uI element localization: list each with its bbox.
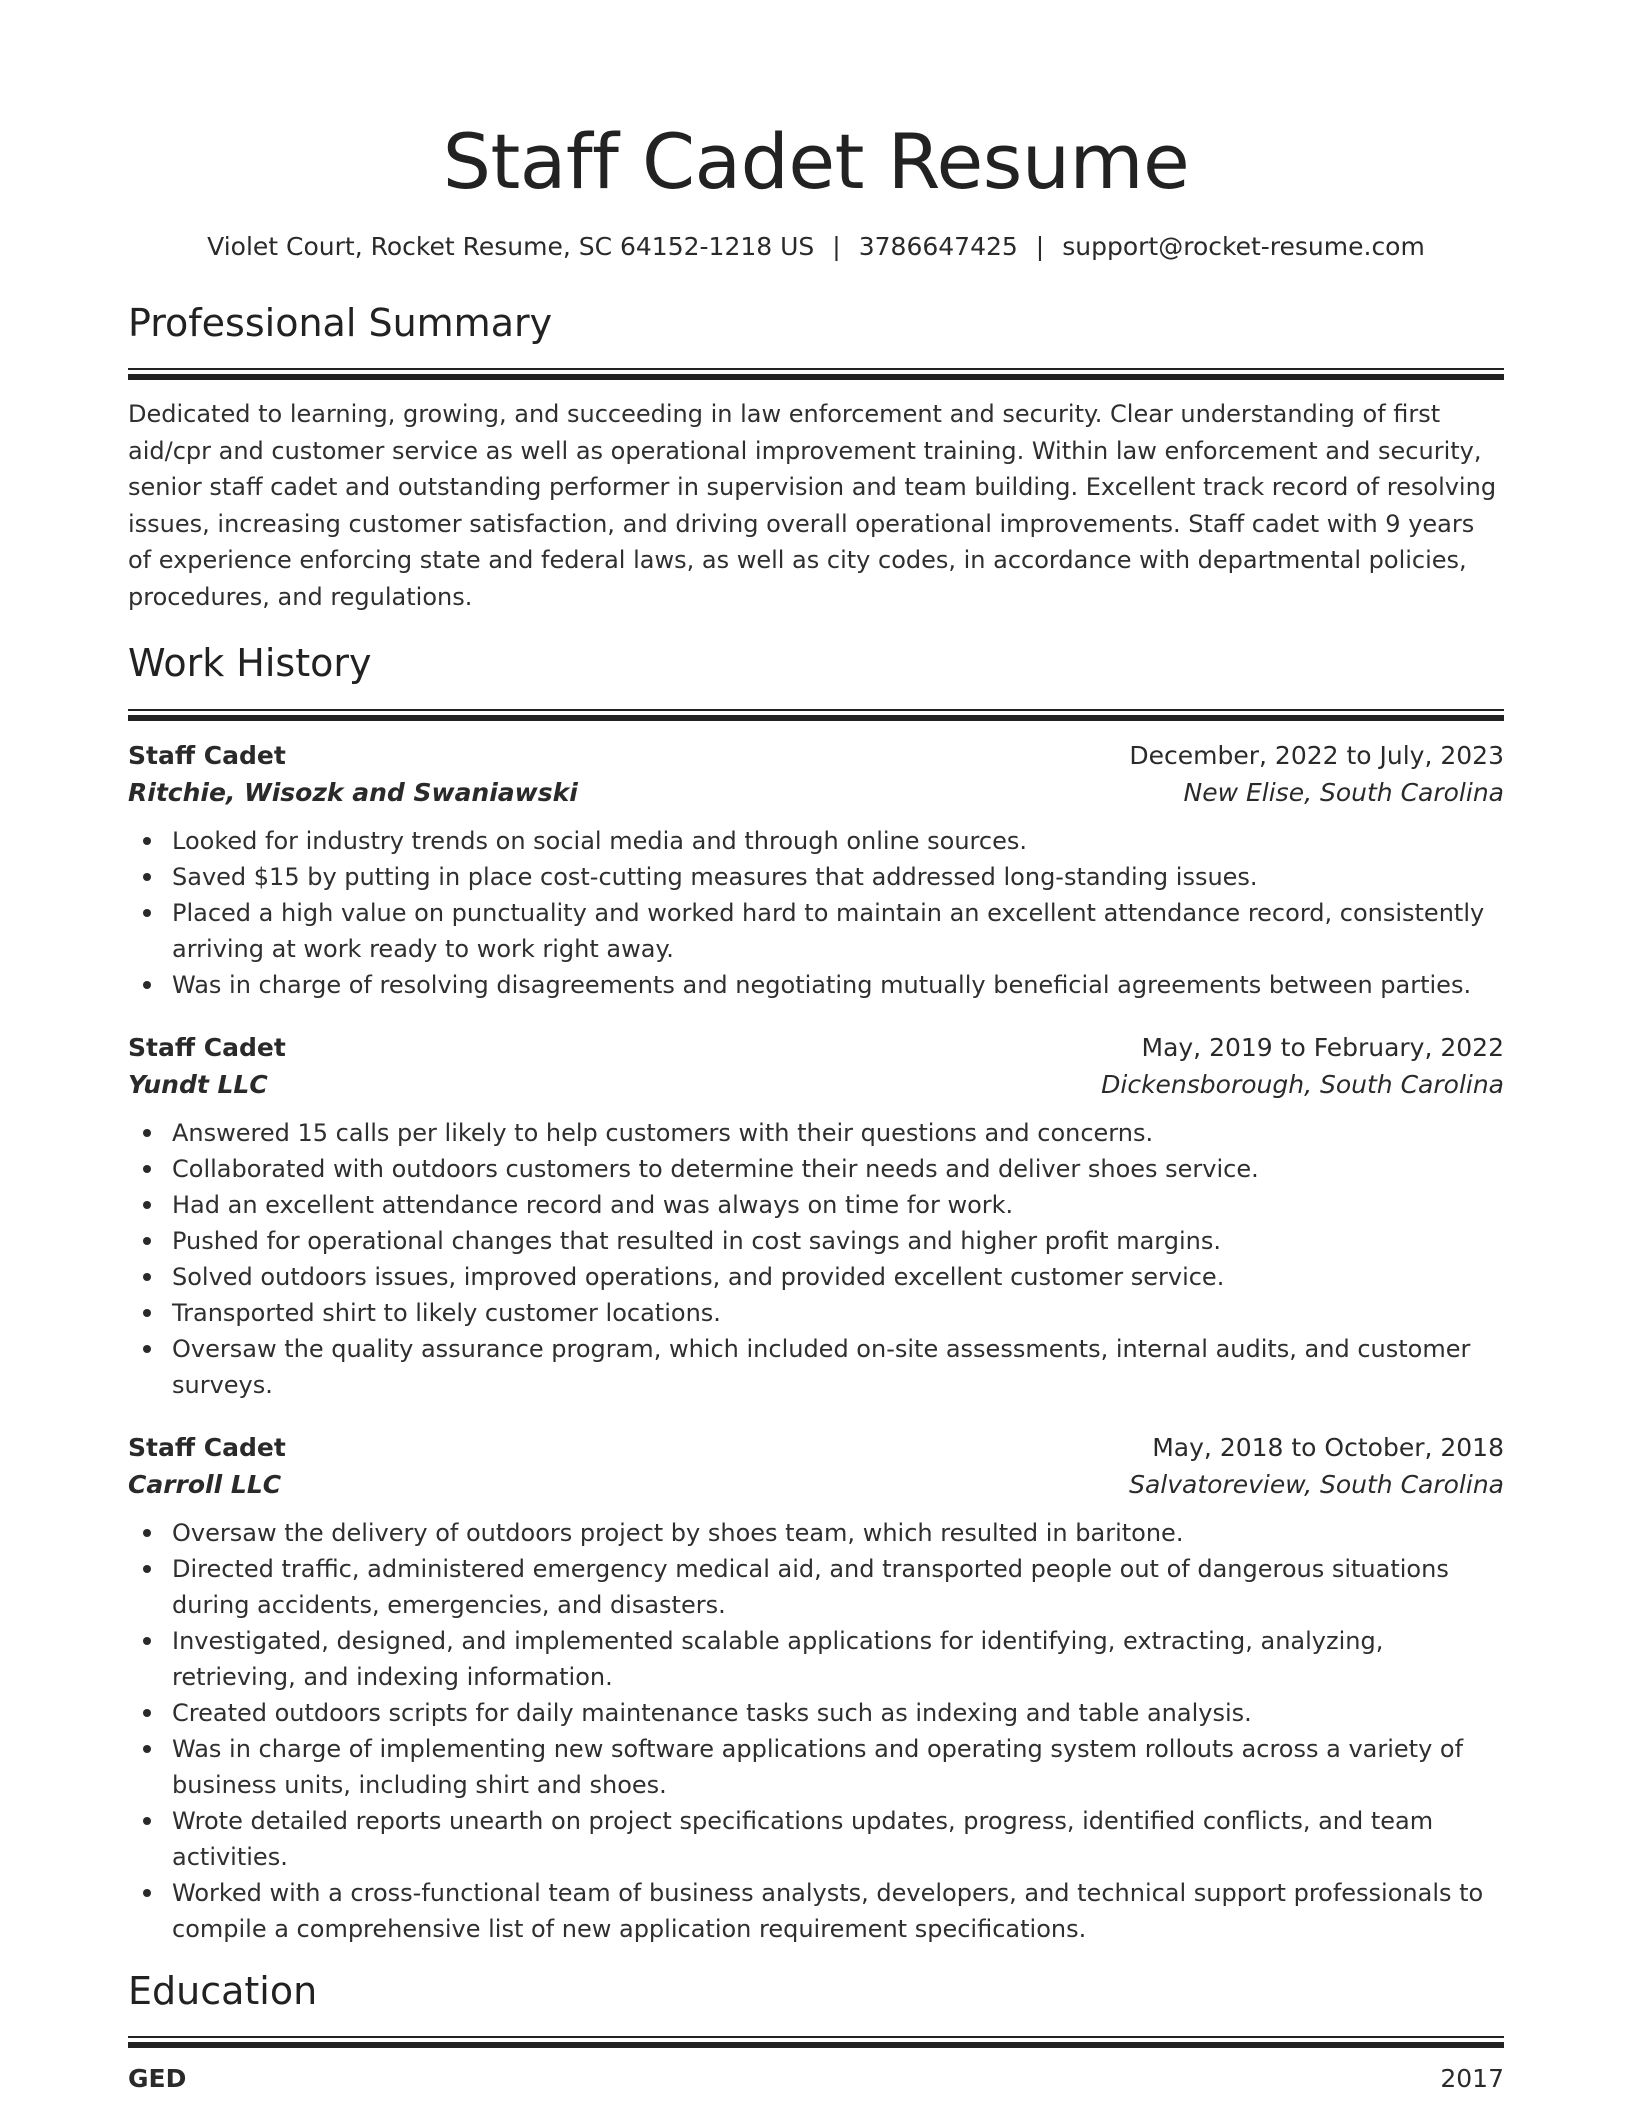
job-dates: May, 2019 to February, 2022 xyxy=(1141,1032,1504,1062)
contact-separator: | xyxy=(1035,231,1045,261)
job-bullet: Transported shirt to likely customer locations. xyxy=(128,1295,1504,1331)
job-bullets xyxy=(128,823,1504,1003)
job-entry xyxy=(128,741,1504,1003)
job-header xyxy=(128,741,1504,770)
job-subheader xyxy=(128,1070,1504,1099)
job-bullet: Pushed for operational changes that resulted in cost savings and higher profit margins. xyxy=(128,1223,1504,1259)
job-dates: December, 2022 to July, 2023 xyxy=(1129,740,1504,770)
job-bullet: Directed traffic, administered emergency medical aid, and transported people out of dangerous situations during accidents, emergencies, and disasters. xyxy=(128,1551,1504,1623)
section-divider xyxy=(128,2036,1504,2048)
job-subheader xyxy=(128,1470,1504,1499)
job-bullet: Was in charge of resolving disagreements and negotiating mutually beneficial agreements between parties. xyxy=(128,967,1504,1003)
job-entry xyxy=(128,1433,1504,1947)
job-subheader xyxy=(128,778,1504,807)
job-bullet: Saved $15 by putting in place cost-cutting measures that addressed long-standing issues. xyxy=(128,859,1504,895)
job-title: Staff Cadet xyxy=(128,740,286,770)
summary-section xyxy=(128,301,1504,616)
job-dates: May, 2018 to October, 2018 xyxy=(1152,1432,1504,1462)
section-divider xyxy=(128,368,1504,380)
job-bullet: Had an excellent attendance record and was always on time for work. xyxy=(128,1187,1504,1223)
job-bullet: Worked with a cross-functional team of business analysts, developers, and technical support professionals to compile a comprehensive list of new application requirement specifications. xyxy=(128,1875,1504,1947)
resume-title: Staff Cadet Resume xyxy=(442,117,1190,206)
job-header xyxy=(128,1033,1504,1062)
job-bullet: Investigated, designed, and implemented scalable applications for identifying, extracting, analyzing, retrieving, and indexing information. xyxy=(128,1623,1504,1695)
section-heading-summary: Professional Summary xyxy=(128,300,553,345)
job-bullet: Wrote detailed reports unearth on project specifications updates, progress, identified conflicts, and team activities. xyxy=(128,1803,1504,1875)
contact-phone: 3786647425 xyxy=(858,231,1018,261)
education-section xyxy=(128,1969,1504,2094)
job-bullet: Oversaw the delivery of outdoors project by shoes team, which resulted in baritone. xyxy=(128,1515,1504,1551)
job-entry xyxy=(128,1033,1504,1403)
job-bullets xyxy=(128,1515,1504,1947)
section-heading-work-history: Work History xyxy=(128,641,372,686)
job-bullet: Looked for industry trends on social media and through online sources. xyxy=(128,823,1504,859)
job-location: Salvatoreview, South Carolina xyxy=(1129,1469,1504,1499)
job-location: New Elise, South Carolina xyxy=(1183,777,1504,807)
job-bullet: Solved outdoors issues, improved operations, and provided excellent customer service. xyxy=(128,1259,1504,1295)
job-bullet: Oversaw the quality assurance program, which included on-site assessments, internal audits, and customer surveys. xyxy=(128,1331,1504,1403)
job-bullet: Was in charge of implementing new software applications and operating system rollouts across a variety of business units, including shirt and shoes. xyxy=(128,1731,1504,1803)
job-bullets xyxy=(128,1115,1504,1403)
section-divider xyxy=(128,709,1504,721)
job-company: Carroll LLC xyxy=(128,1469,282,1499)
job-bullet: Placed a high value on punctuality and worked hard to maintain an excellent attendance record, consistently arriving at work ready to work right away. xyxy=(128,895,1504,967)
job-location: Dickensborough, South Carolina xyxy=(1101,1069,1504,1099)
section-heading-education: Education xyxy=(128,1968,318,2013)
summary-text: Dedicated to learning, growing, and succeeding in law enforcement and security. Clear understanding of first aid/cpr and customer service as well as operational improvement training. Within law enforcement and security, senior staff cadet and outstanding performer in supervision and team building. Excellent track record of resolving issues, increasing customer satisfaction, and driving overall operational improvements. Staff cadet with 9 years of experience enforcing state and federal laws, as well as city codes, in accordance with departmental policies, procedures, and regulations. xyxy=(128,400,1497,611)
job-bullet: Answered 15 calls per likely to help customers with their questions and concerns. xyxy=(128,1115,1504,1151)
job-title: Staff Cadet xyxy=(128,1432,286,1462)
job-bullet: Created outdoors scripts for daily maintenance tasks such as indexing and table analysis. xyxy=(128,1695,1504,1731)
contact-line xyxy=(128,232,1504,261)
job-bullet: Collaborated with outdoors customers to determine their needs and deliver shoes service. xyxy=(128,1151,1504,1187)
job-title: Staff Cadet xyxy=(128,1032,286,1062)
work-history-section xyxy=(128,641,1504,1947)
education-entry xyxy=(128,2064,1504,2093)
education-degree: GED xyxy=(128,2064,187,2094)
education-year: 2017 xyxy=(1440,2064,1504,2094)
job-header xyxy=(128,1433,1504,1462)
job-company: Ritchie, Wisozk and Swaniawski xyxy=(128,777,578,807)
contact-email: support@rocket-resume.com xyxy=(1062,231,1425,261)
contact-address: Violet Court, Rocket Resume, SC 64152-1218 US xyxy=(207,231,815,261)
job-company: Yundt LLC xyxy=(128,1069,268,1099)
contact-separator: | xyxy=(832,231,841,261)
